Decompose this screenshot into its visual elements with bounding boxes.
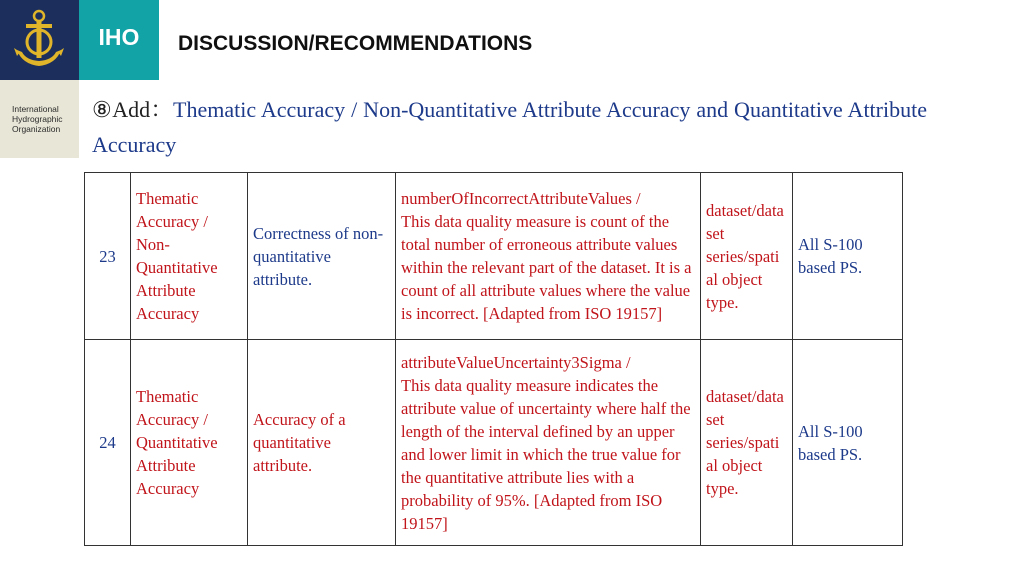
table-row [85, 173, 903, 340]
recommendation-heading [92, 92, 927, 162]
org-name-line-1: International [12, 104, 59, 114]
quality-category: Thematic Accuracy / Quantitative Attribute Accuracy [131, 340, 248, 546]
iho-emblem [0, 0, 79, 80]
measure-cell [396, 173, 701, 340]
measure-scope: dataset/data set series/spati al object type. [701, 173, 793, 340]
measure-scope: dataset/data set series/spati al object type. [701, 340, 793, 546]
measure-name: attributeValueUncertainty3Sigma / [401, 352, 631, 372]
recommendation-topic: Thematic Accuracy / Non-Quantitative Attribute Accuracy and Quantitative Attribute Accuracy [92, 97, 927, 157]
org-name-line-3: Organization [12, 124, 61, 134]
data-quality-table [84, 172, 903, 546]
measure-description: This data quality measure is count of the total number of erroneous attribute values within the relevant part of the dataset. It is a count of all attribute values where the value is incorrect. [Adapted from ISO 19157] [401, 212, 692, 323]
table-row [85, 340, 903, 546]
product-specs: All S-100 based PS. [793, 340, 903, 546]
anchor-crest-icon [0, 0, 79, 80]
recommendation-action: Add： [112, 97, 174, 122]
measure-description: This data quality measure indicates the attribute value of uncertainty where half the length of the interval defined by an upper and lower limit in which the true value for the quantitative attribute lies with a probability of 95%. [Adapted from ISO 19157] [401, 375, 691, 533]
product-specs: All S-100 based PS. [793, 173, 903, 340]
quality-definition: Correctness of non-quantitative attribute. [248, 173, 396, 340]
row-id: 24 [85, 340, 131, 546]
iho-logo-box [79, 0, 159, 80]
recommendation-number: ⑧ [92, 97, 113, 122]
quality-definition: Accuracy of a quantitative attribute. [248, 340, 396, 546]
row-id: 23 [85, 173, 131, 340]
measure-name: numberOfIncorrectAttributeValues / [401, 189, 641, 208]
iho-logo-text: IHO [98, 24, 140, 50]
measure-cell [396, 340, 701, 546]
quality-category: Thematic Accuracy / Non-Quantitative Attribute Accuracy [131, 173, 248, 340]
organization-name-box [0, 80, 79, 158]
org-name-line-2: Hydrographic [12, 114, 63, 124]
page-title: DISCUSSION/RECOMMENDATIONS [178, 32, 533, 55]
